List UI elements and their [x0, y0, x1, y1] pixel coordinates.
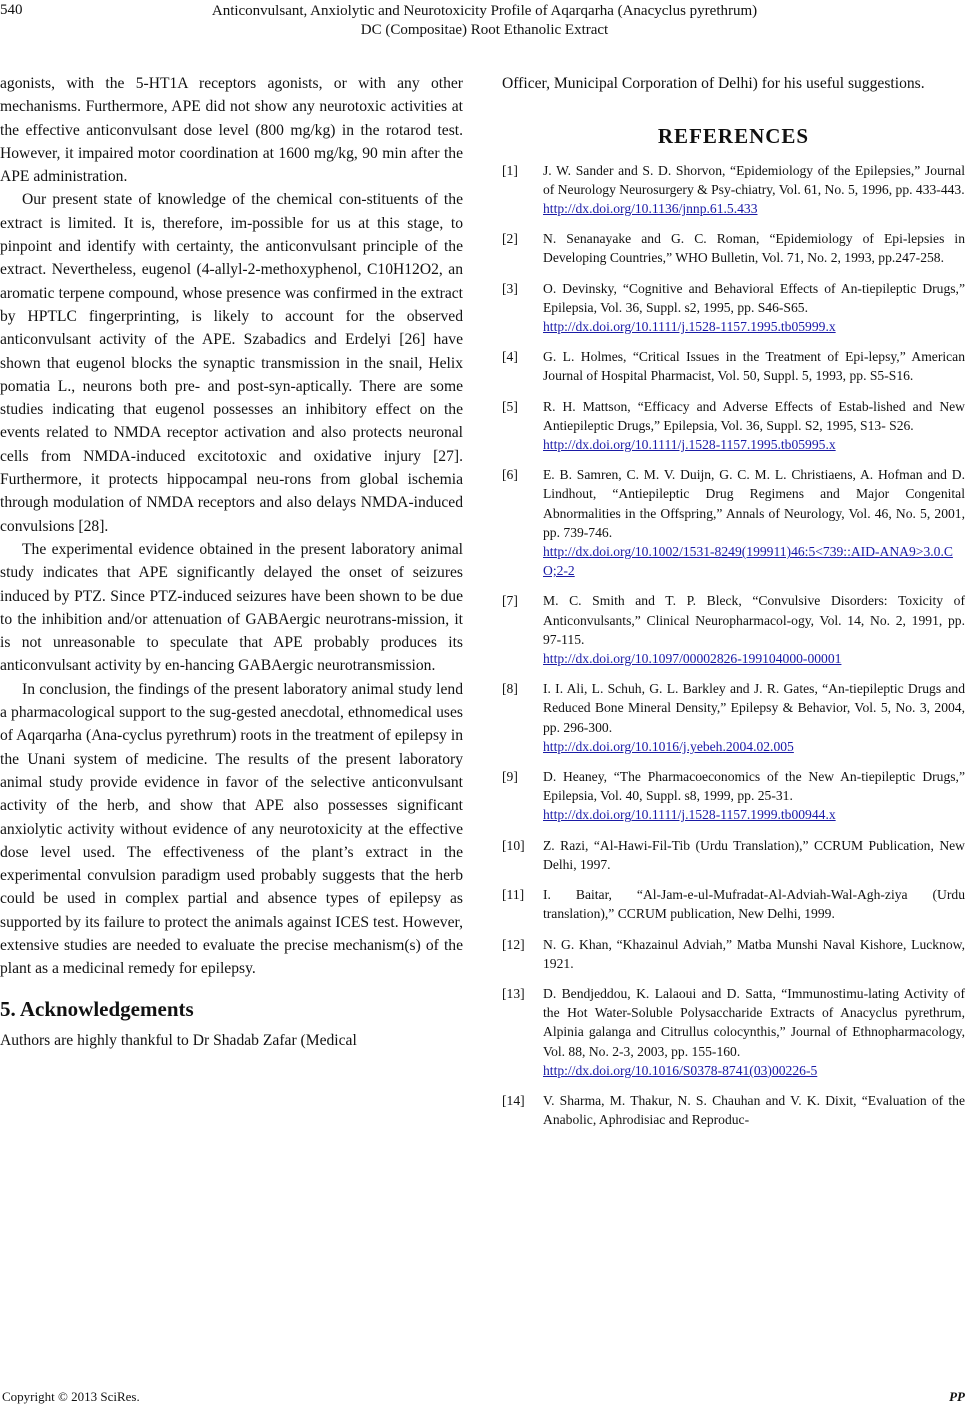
reference-body: [543, 1091, 965, 1129]
reference-number: [14]: [502, 1092, 525, 1108]
reference-doi-link[interactable]: http://dx.doi.org/10.1002/1531-8249(199911)46:5<739::AID-ANA9>3.0.CO;2-2: [543, 544, 953, 579]
reference-number: [7]: [502, 593, 518, 609]
reference-text: O. Devinsky, “Cognitive and Behavioral Effects of An-tiepileptic Drugs,” Epilepsia, Vol. 36, Suppl. s2, 1995, pp. S46-S65.: [543, 280, 965, 315]
paragraph: Authors are highly thankful to Dr Shadab Zafar (Medical: [0, 1031, 357, 1049]
reference-body: [543, 935, 965, 973]
page-number: 540: [0, 2, 23, 18]
reference-body: [543, 836, 965, 874]
reference-text: V. Sharma, M. Thakur, N. S. Chauhan and V. K. Dixit, “Evaluation of the Anabolic, Aphrodisiac and Reproduc-: [543, 1092, 965, 1128]
reference-number: [13]: [502, 985, 525, 1001]
reference-body: [543, 591, 965, 668]
reference-item: [502, 836, 965, 874]
reference-item: [502, 591, 965, 668]
running-title-line1: Anticonvulsant, Anxiolytic and Neurotoxicity Profile of Aqarqarha (Anacyclus pyrethrum): [211, 3, 758, 19]
reference-item: [502, 935, 965, 973]
reference-item: [502, 679, 965, 756]
reference-text: R. H. Mattson, “Efficacy and Adverse Effects of Estab-lished and New Antiepileptic Drugs,” Epilepsia, Vol. 36, Suppl. S2, 1995, S13- S26.: [543, 398, 965, 433]
reference-body: [543, 679, 965, 756]
reference-number: [4]: [502, 349, 518, 365]
reference-item: [502, 279, 965, 337]
reference-number: [2]: [502, 231, 518, 247]
reference-doi-link[interactable]: http://dx.doi.org/10.1016/j.yebeh.2004.02.005: [543, 738, 794, 754]
reference-number: [3]: [502, 280, 518, 296]
reference-text: Z. Razi, “Al-Hawi-Fil-Tib (Urdu Translation),” CCRUM Publication, New Delhi, 1997.: [543, 837, 965, 872]
reference-number: [8]: [502, 681, 518, 697]
reference-body: [543, 397, 965, 455]
reference-item: [502, 161, 965, 219]
right-column: [502, 72, 965, 1140]
reference-body: [543, 767, 965, 825]
reference-body: [543, 984, 965, 1080]
reference-doi-link[interactable]: http://dx.doi.org/10.1097/00002826-199104000-00001: [543, 651, 842, 667]
reference-number: [10]: [502, 837, 525, 853]
paragraph: In conclusion, the findings of the present laboratory animal study lend a pharmacological support to the sug-gested anecdotal, ethnomedical uses of Aqarqarha (Ana-cyclus pyrethrum) roots in the treatment of epilepsy in the Unani system of medicine. The results of the present laboratory animal study provide evidence in favor of the selective anticonvulsant activity of the herb, and show that APE also possesses significant anxiolytic activity without evidence of any neurotoxicity at the effective dose level used. The effectiveness of the plant’s extract in the experimental convulsion paradigm used probably suggests that the herb could be used in complex partial and absence types of epilepsy as supported by its failure to protect the animals against ICES test. However, extensive studies are needed to evaluate the precise mechanism(s) of the plant as a medicinal remedy for epilepsy.: [0, 680, 463, 978]
reference-doi-link[interactable]: http://dx.doi.org/10.1016/S0378-8741(03)00226-5: [543, 1062, 818, 1078]
reference-body: [543, 279, 965, 337]
left-column: [0, 72, 463, 1052]
reference-doi-link[interactable]: http://dx.doi.org/10.1111/j.1528-1157.1995.tb05995.x: [543, 437, 836, 453]
journal-code: PP: [949, 1389, 965, 1404]
reference-text: N. Senanayake and G. C. Roman, “Epidemiology of Epi-lepsies in Developing Countries,” WHO Bulletin, Vol. 71, No. 2, 1993, pp.247-258.: [543, 231, 965, 266]
reference-item: [502, 767, 965, 825]
page-header: [0, 0, 969, 46]
paragraph: Officer, Municipal Corporation of Delhi) for his useful suggestions.: [502, 75, 925, 92]
running-title-line2: DC (Compositae) Root Ethanolic Extract: [360, 22, 609, 38]
paragraph: Our present state of knowledge of the chemical con-stituents of the extract is limited. It is, therefore, im-possible for us at this stage, to pinpoint and identify with certainty, the anticonvulsant principle of the extract. Nevertheless, eugenol (4-allyl-2-methoxyphenol, C10H12O2, an aromatic terpene compound, whose presence was confirmed in the extract by HPTLC fingerprinting, is likely to account for the observed anticonvulsant activity of the APE. Szabadics and Erdelyi [26] have shown that eugenol blocks the synaptic transmission in the snail, Helix pomatia L., neurons both pre- and post-syn-aptically. There are some studies indicating that eugenol possesses an inhibitory effect on the events related to NMDA receptor activation and also protects neuronal cells from NMDA-induced excitotoxic and oxidative injury [27]. Furthermore, it protects hippocampal neu-rons from global ischemia through modulation of NMDA receptors and also delays NMDA-induced convulsions [28].: [0, 191, 463, 535]
reference-text: M. C. Smith and T. P. Bleck, “Convulsive Disorders: Toxicity of Anticonvulsants,” Clinical Neuropharmacol-ogy, Vol. 14, No. 2, 1991, pp. 97-115.: [543, 593, 965, 647]
reference-item: [502, 465, 965, 580]
reference-number: [11]: [502, 887, 525, 903]
reference-text: D. Heaney, “The Pharmacoeconomics of the New An-tiepileptic Drugs,” Epilepsia, Vol. 40, Suppl. s8, 1999, pp. 25-31.: [543, 769, 965, 804]
references-heading: REFERENCES: [657, 124, 810, 149]
reference-text: E. B. Samren, C. M. V. Duijn, G. C. M. L. Christiaens, A. Hofman and D. Lindhout, “Antiepileptic Drug Regimens and Major Congenital Abnormalities in the Offspring,” Annals of Neurology, Vol. 46, No. 5, 2001, pp. 739-746.: [543, 467, 965, 540]
reference-text: D. Bendjeddou, K. Lalaoui and D. Satta, “Immunostimu-lating Activity of the Hot Water-Soluble Polysaccharide Extracts of Anacyclus pyrethrum, Alpinia galanga and Citrullus colocynthis,” Journal of Ethnopharmacology, Vol. 88, No. 2-3, 2003, pp. 155-160.: [543, 985, 965, 1059]
reference-item: [502, 347, 965, 385]
reference-doi-link[interactable]: http://dx.doi.org/10.1136/jnnp.61.5.433: [543, 201, 758, 216]
reference-number: [1]: [502, 162, 518, 178]
reference-number: [6]: [502, 467, 518, 483]
reference-item: [502, 984, 965, 1080]
reference-text: I. Baitar, “Al-Jam-e-ul-Mufradat-Al-Adviah-Wal-Agh-ziya (Urdu translation),” CCRUM publication, New Delhi, 1999.: [543, 887, 965, 922]
reference-body: [543, 161, 965, 219]
section-heading: 5. Acknowledgements: [0, 996, 194, 1021]
reference-body: [543, 885, 965, 923]
page-footer: [0, 1389, 969, 1409]
reference-item: [502, 885, 965, 923]
reference-text: I. I. Ali, L. Schuh, G. L. Barkley and J. R. Gates, “An-tiepileptic Drugs and Reduced Bone Mineral Density,” Epilepsy & Behavior, Vol. 5, No. 3, 2004, pp. 296-300.: [543, 681, 965, 735]
reference-text: G. L. Holmes, “Critical Issues in the Treatment of Epi-lepsy,” American Journal of Hospital Pharmacist, Vol. 50, Suppl. 5, 1993, pp. S5-S16.: [543, 349, 965, 384]
reference-doi-link[interactable]: http://dx.doi.org/10.1111/j.1528-1157.1995.tb05999.x: [543, 319, 836, 335]
reference-list: [502, 161, 965, 1130]
paragraph: agonists, with the 5-HT1A receptors agonists, or with any other mechanisms. Furthermore, APE did not show any neurotoxic activities at the effective anticonvulsant dose level (800 mg/kg) in the rotarod test. However, it impaired motor coordination at 1600 mg/kg, 90 min after the APE administration.: [0, 75, 463, 186]
copyright: Copyright © 2013 SciRes.: [2, 1389, 140, 1404]
reference-number: [5]: [502, 398, 518, 414]
reference-number: [9]: [502, 769, 518, 785]
reference-body: [543, 229, 965, 267]
reference-item: [502, 1091, 965, 1129]
running-title: [0, 2, 969, 40]
reference-item: [502, 397, 965, 455]
reference-body: [543, 465, 965, 580]
reference-item: [502, 229, 965, 267]
reference-body: [543, 347, 965, 385]
paragraph: The experimental evidence obtained in the present laboratory animal study indicates that APE significantly delayed the onset of seizures induced by PTZ. Since PTZ-induced seizures have been shown to be due to the inhibition and/or attenuation of GABAergic neurotrans-mission, it is not unreasonable to speculate that APE probably produces its anticonvulsant activity by en-hancing GABAergic neurotransmission.: [0, 540, 463, 675]
reference-text: J. W. Sander and S. D. Shorvon, “Epidemiology of the Epilepsies,” Journal of Neurology Neurosurgery & Psy-chiatry, Vol. 61, No. 5, 1996, pp. 433-443.: [543, 162, 965, 197]
reference-number: [12]: [502, 936, 525, 952]
reference-doi-link[interactable]: http://dx.doi.org/10.1111/j.1528-1157.1999.tb00944.x: [543, 807, 836, 823]
reference-text: N. G. Khan, “Khazainul Adviah,” Matba Munshi Naval Kishore, Lucknow, 1921.: [543, 936, 965, 971]
